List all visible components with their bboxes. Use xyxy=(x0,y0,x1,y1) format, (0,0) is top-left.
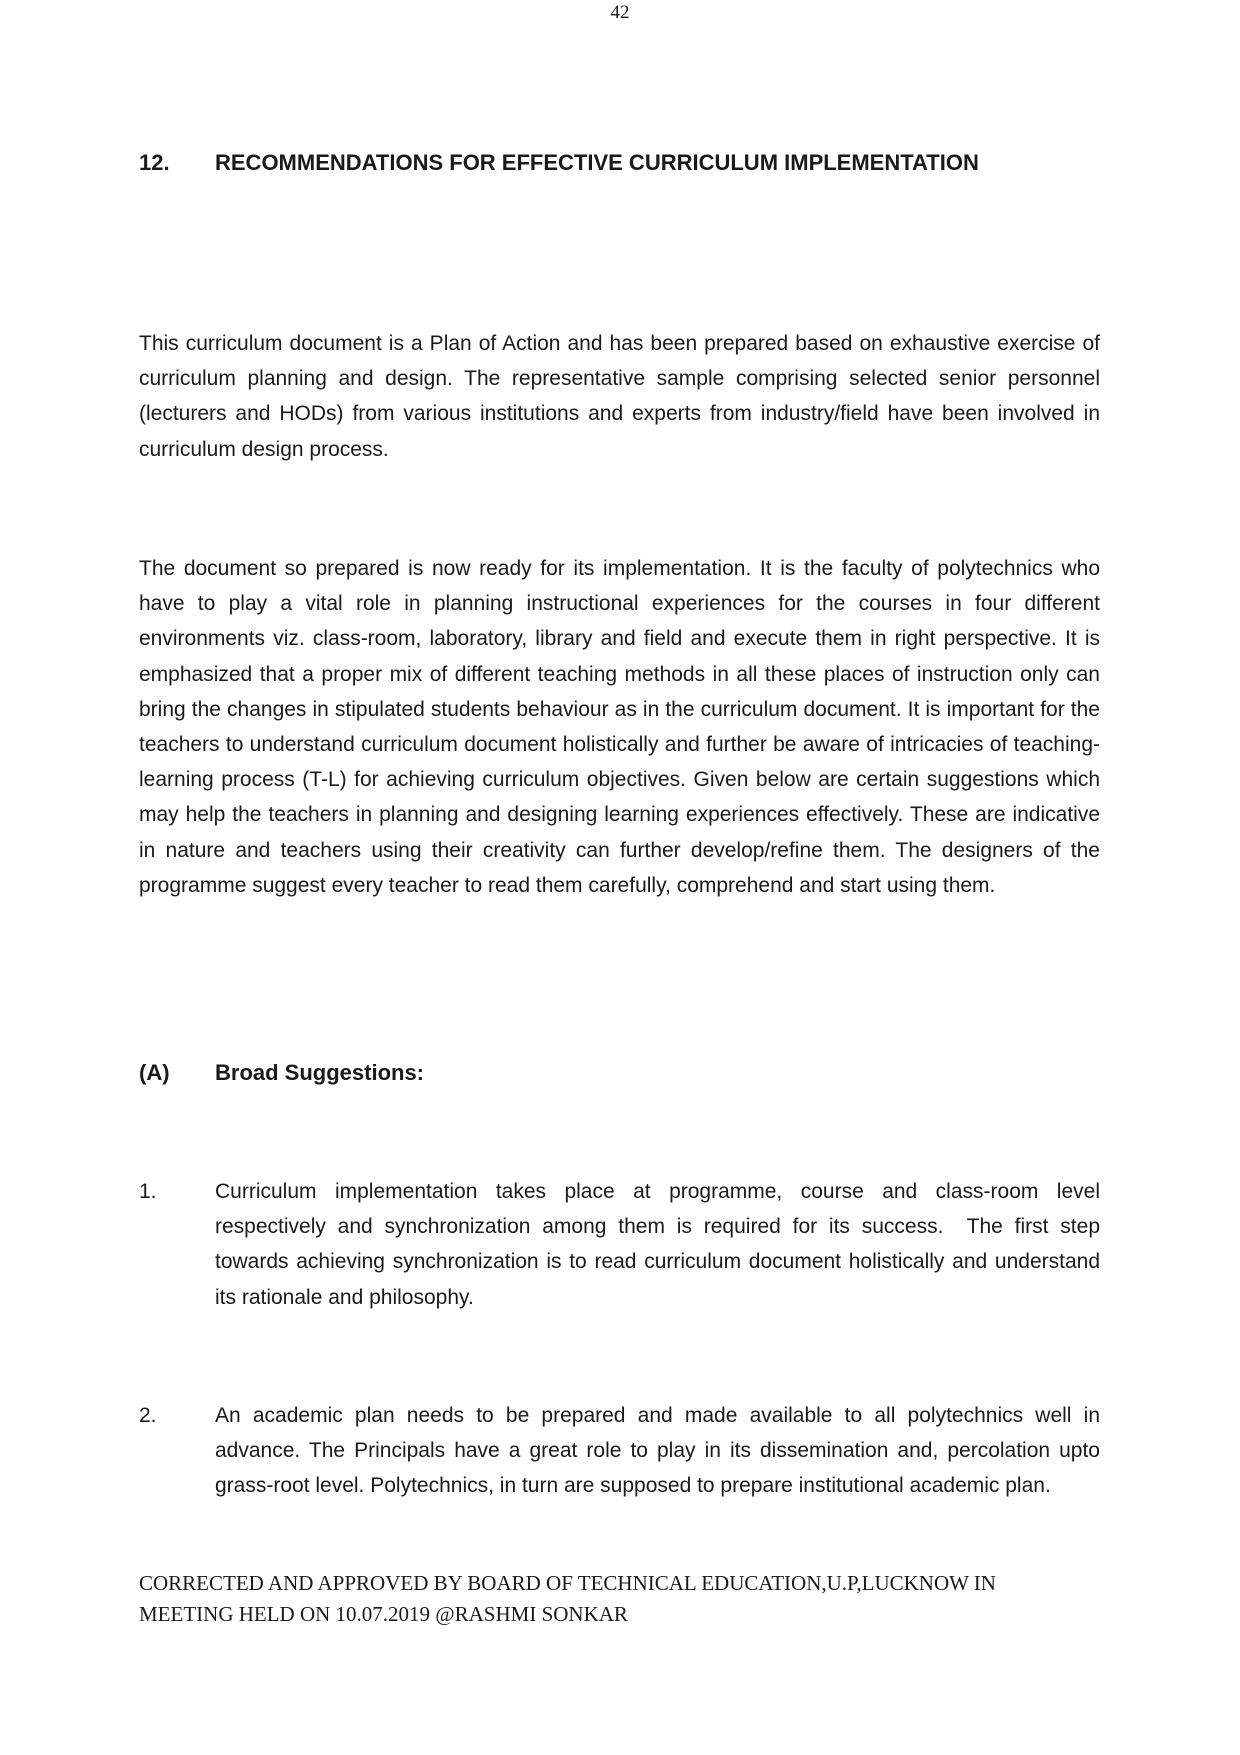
footer-note xyxy=(139,1568,1099,1630)
page-number: 42 xyxy=(610,2,630,23)
footer-line-2: MEETING HELD ON 10.07.2019 @RASHMI SONKAR xyxy=(139,1602,628,1626)
list-item-number: 1. xyxy=(139,1180,157,1203)
list-item xyxy=(139,1174,1182,1315)
intro-paragraph: This curriculum document is a Plan of Action and has been prepared based on exhaustive exercise of curriculum planning and design. The representative sample comprising selected senior personnel (lecturers and HODs) from various institutions and experts from industry/field have been involved in curriculum design process. xyxy=(139,332,1100,461)
implementation-paragraph: The document so prepared is now ready for its implementation. It is the faculty of polytechnics who have to play a vital role in planning instructional experiences for the courses in four different environments viz. class-room, laboratory, library and field and execute them in right perspective. It is emphasized that a proper mix of different teaching methods in all these places of instruction only can bring the changes in stipulated students behaviour as in the curriculum document. It is important for the teachers to understand curriculum document holistically and further be aware of intricacies of teaching-learning process (T-L) for achieving curriculum objectives. Given below are certain suggestions which may help the teachers in planning and designing learning experiences effectively. These are indicative in nature and teachers using their creativity can further develop/refine them. The designers of the programme suggest every teacher to read them carefully, comprehend and start using them. xyxy=(139,557,1100,897)
list-item-text: Curriculum implementation takes place at programme, course and class-room level respectively and synchronization among them is required for its success. The first step towards achieving synchronization is to read curriculum document holistically and understand its rationale and philosophy. xyxy=(215,1180,1182,1309)
subsection-heading xyxy=(139,1058,1099,1088)
subsection-title: Broad Suggestions: xyxy=(215,1060,425,1085)
list-item xyxy=(139,1398,1100,1504)
list-item-number: 2. xyxy=(139,1404,157,1427)
section-heading xyxy=(139,148,1099,178)
footer-line-1: CORRECTED AND APPROVED BY BOARD OF TECHNICAL EDUCATION,U.P,LUCKNOW IN xyxy=(139,1571,996,1595)
list-item-text: An academic plan needs to be prepared and made available to all polytechnics well in advance. The Principals have a great role to play in its dissemination and, percolation upto grass-root level. Polytechnics, in turn are supposed to prepare institutional academic plan. xyxy=(215,1404,1100,1498)
subsection-label: (A) xyxy=(139,1060,170,1085)
section-number: 12. xyxy=(139,150,170,175)
section-title: RECOMMENDATIONS FOR EFFECTIVE CURRICULUM IMPLEMENTATION xyxy=(215,150,979,175)
